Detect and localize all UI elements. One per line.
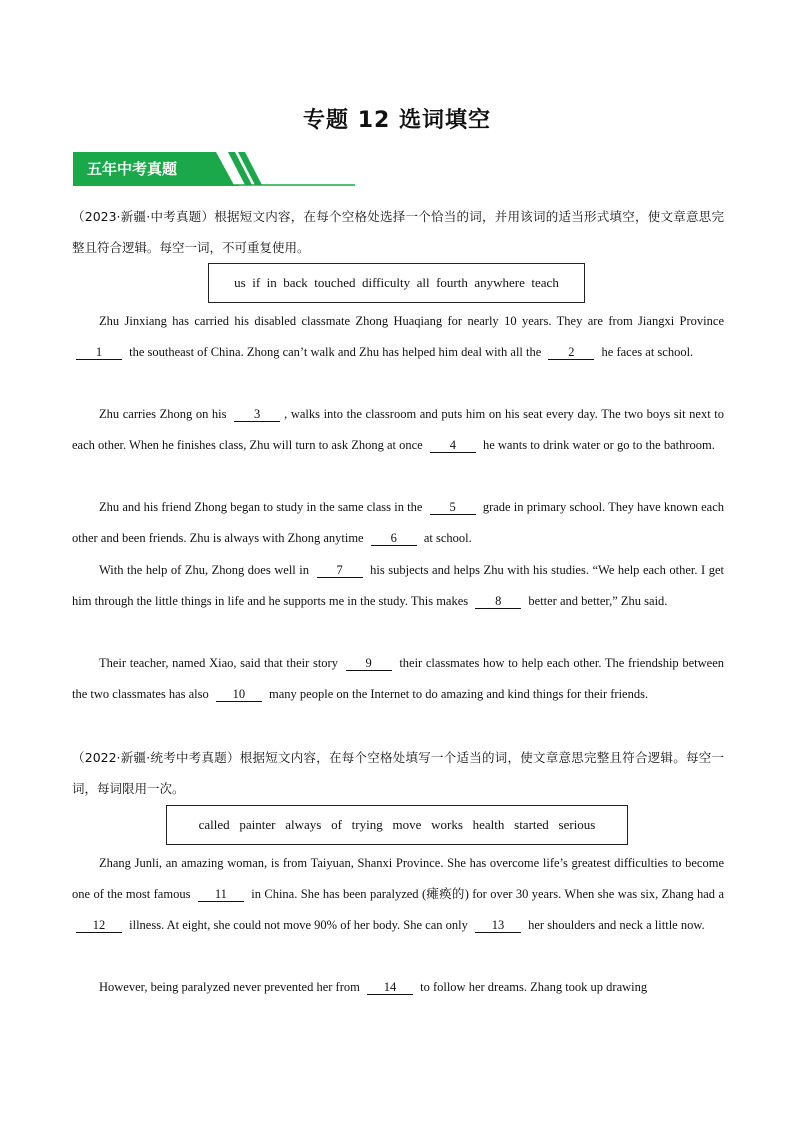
blank-8[interactable]: 8 [475, 594, 521, 609]
section-banner [73, 152, 355, 186]
text: to follow her dreams. Zhang took up drawing [420, 980, 648, 994]
q1-intro: （2023·新疆·中考真题）根据短文内容，在每个空格处选择一个恰当的词，并用该词的适当形式填空，使文章意思完整且符合逻辑。每空一词，不可重复使用。 [72, 209, 724, 255]
q1-paragraph-4 [72, 555, 724, 617]
text: her shoulders and neck a little now. [528, 918, 705, 932]
q1-paragraph-1 [72, 306, 724, 368]
blank-7[interactable]: 7 [317, 563, 363, 578]
q1-word-box: us if in back touched difficulty all fourth anywhere teach [208, 263, 585, 303]
text: , walks into the classroom and puts him on his seat every day. The two boys sit next to each other. When he finishes class, Zhu will turn to ask Zhong at once [72, 407, 725, 452]
text: grade in primary school. They have known each other and been friends. Zhu is always with Zhong anytime [72, 500, 725, 545]
q1-paragraph-5 [72, 648, 724, 710]
text: Zhu and his friend Zhong began to study in the same class in the [99, 500, 423, 514]
q2-intro: （2022·新疆·统考中考真题）根据短文内容，在每个空格处填写一个适当的词，使文章意思完整且符合逻辑。每空一词，每词限用一次。 [72, 750, 724, 796]
blank-4[interactable]: 4 [430, 438, 476, 453]
q1-paragraph-3 [72, 492, 724, 554]
text: Zhu Jinxiang has carried his disabled classmate Zhong Huaqiang for nearly 10 years. They are from Jiangxi Province [99, 314, 724, 328]
text: However, being paralyzed never prevented her from [99, 980, 360, 994]
text: With the help of Zhu, Zhong does well in [99, 563, 310, 577]
blank-6[interactable]: 6 [371, 531, 417, 546]
blank-1[interactable]: 1 [76, 345, 122, 360]
q1-paragraph-2 [72, 399, 724, 461]
q2-paragraph-2 [72, 972, 724, 1003]
blank-5[interactable]: 5 [430, 500, 476, 515]
blank-3[interactable]: 3 [234, 407, 280, 422]
text: Zhu carries Zhong on his [99, 407, 227, 421]
blank-2[interactable]: 2 [548, 345, 594, 360]
text: he wants to drink water or go to the bathroom. [482, 438, 715, 452]
blank-9[interactable]: 9 [346, 656, 392, 671]
q2-paragraph-1 [72, 848, 724, 941]
blank-13[interactable]: 13 [475, 918, 521, 933]
text: his subjects and helps Zhu with his studies. “We help each other. I get him through the little things in life and he supports me in the study. This makes [72, 563, 725, 608]
banner-label: 五年中考真题 [87, 160, 178, 178]
text: Their teacher, named Xiao, said that their story [99, 656, 338, 670]
blank-12[interactable]: 12 [76, 918, 122, 933]
text: at school. [423, 531, 472, 545]
blank-10[interactable]: 10 [216, 687, 262, 702]
text: many people on the Internet to do amazing and kind things for their friends. [269, 687, 649, 701]
q2-word-box: called painter always of trying move works health started serious [166, 805, 628, 845]
text: in China. She has been paralyzed (瘫痪的) for over 30 years. When she was six, Zhang had a [251, 887, 725, 901]
text: he faces at school. [601, 345, 694, 359]
text: illness. At eight, she could not move 90% of her body. She can only [129, 918, 468, 932]
text: their classmates how to help each other. The friendship between the two classmates has also [72, 656, 724, 701]
blank-14[interactable]: 14 [367, 980, 413, 995]
text: Zhang Junli, an amazing woman, is from Taiyuan, Shanxi Province. She has overcome life’s greatest difficulties to become one of the most famous [72, 856, 724, 901]
text: better and better,” Zhu said. [528, 594, 668, 608]
blank-11[interactable]: 11 [198, 887, 244, 902]
text: the southeast of China. Zhong can’t walk and Zhu has helped him deal with all the [129, 345, 542, 359]
page-title: 专题 12 选词填空 [303, 108, 491, 133]
